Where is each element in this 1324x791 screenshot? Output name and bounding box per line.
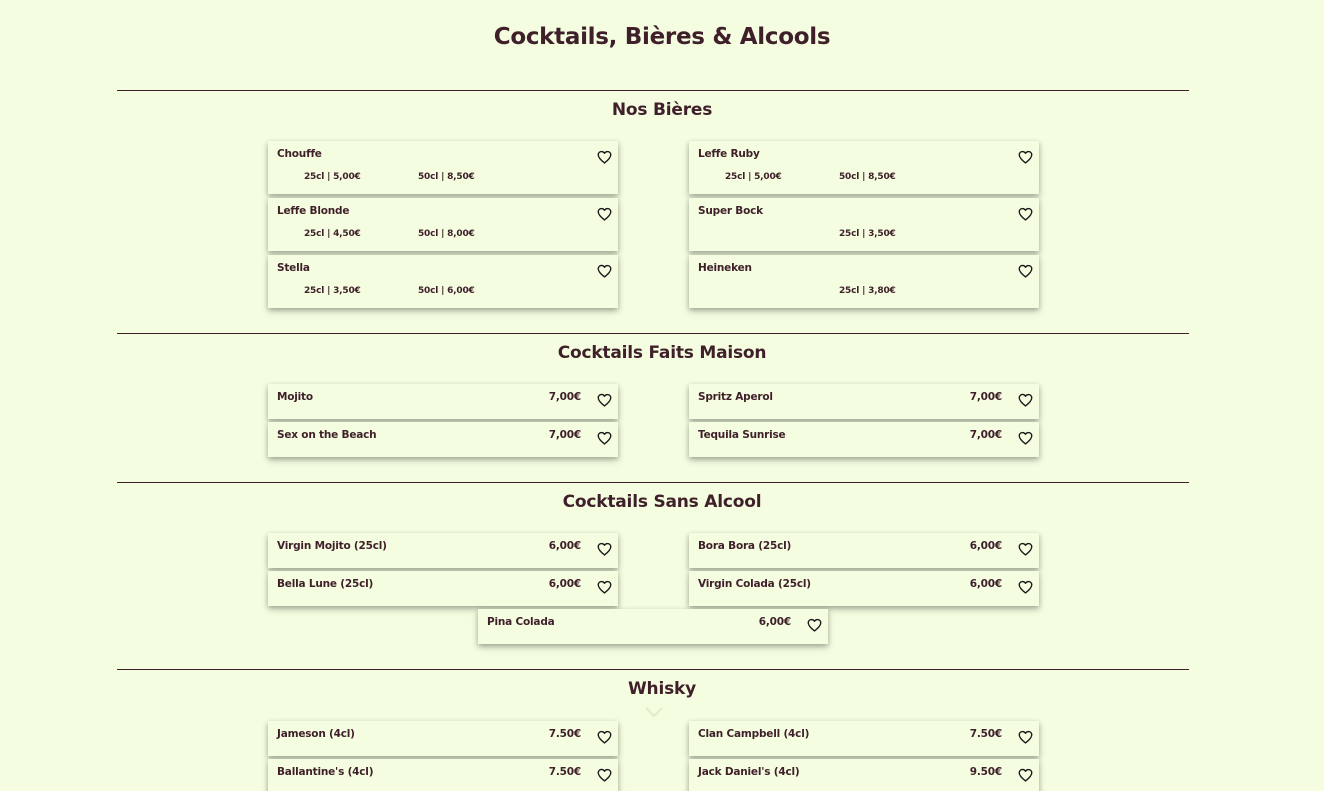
menu-item-card [689,384,1039,419]
item-size-price: 50cl | 8,00€ [418,229,475,239]
menu-item-card [268,255,618,308]
section-title-whisky: Whisky [628,679,696,699]
section-title-beers: Nos Bières [611,100,713,120]
item-name: Spritz Aperol [698,391,773,403]
menu-item-card [689,571,1039,606]
menu-item-card [689,198,1039,251]
section-divider [117,482,1189,483]
item-price: 7,00€ [548,391,581,403]
item-price: 6,00€ [548,578,581,590]
item-name: Leffe Blonde [277,205,350,217]
item-name: Jameson (4cl) [277,728,355,740]
item-name: Virgin Colada (25cl) [698,578,811,590]
item-price: 7,00€ [969,391,1002,403]
menu-item-card [268,533,618,568]
item-size-price: 50cl | 8,50€ [418,172,475,182]
section-divider [117,90,1189,91]
section-divider [117,333,1189,334]
heart-outline-icon[interactable] [597,542,612,556]
item-name: Chouffe [277,148,322,160]
item-size-price: 25cl | 5,00€ [725,172,782,182]
item-name: Clan Campbell (4cl) [698,728,810,740]
heart-outline-icon[interactable] [1018,264,1033,278]
heart-outline-icon[interactable] [1018,393,1033,407]
item-name: Ballantine's (4cl) [277,766,374,778]
heart-outline-icon[interactable] [1018,580,1033,594]
item-name: Bella Lune (25cl) [277,578,374,590]
heart-outline-icon[interactable] [597,150,612,164]
item-price: 6,00€ [758,616,791,628]
heart-outline-icon[interactable] [807,618,822,632]
menu-item-card [478,609,828,644]
item-name: Virgin Mojito (25cl) [277,540,387,552]
section-title-cocktails: Cocktails Faits Maison [557,343,767,363]
heart-outline-icon[interactable] [597,264,612,278]
menu-item-card [268,422,618,457]
menu-item-card [689,759,1039,791]
chevron-down-icon[interactable] [644,704,664,718]
item-name: Mojito [277,391,313,403]
menu-item-card [268,141,618,194]
item-price: 7,00€ [969,429,1002,441]
menu-item-card [268,571,618,606]
item-name: Tequila Sunrise [698,429,786,441]
heart-outline-icon[interactable] [1018,150,1033,164]
menu-item-card [689,721,1039,756]
item-name: Bora Bora (25cl) [698,540,792,552]
item-size-price: 25cl | 5,00€ [304,172,361,182]
heart-outline-icon[interactable] [597,580,612,594]
item-name: Super Bock [698,205,763,217]
menu-item-card [268,721,618,756]
item-name: Sex on the Beach [277,429,377,441]
item-price: 7.50€ [548,766,581,778]
item-price: 6,00€ [969,578,1002,590]
heart-outline-icon[interactable] [1018,768,1033,782]
heart-outline-icon[interactable] [1018,207,1033,221]
page-title: Cocktails, Bières & Alcools [493,24,831,50]
menu-item-card [689,255,1039,308]
item-price: 9.50€ [969,766,1002,778]
item-price: 7,00€ [548,429,581,441]
item-name: Leffe Ruby [698,148,760,160]
heart-outline-icon[interactable] [1018,542,1033,556]
menu-item-card [689,422,1039,457]
menu-item-card [689,141,1039,194]
menu-item-card [689,533,1039,568]
item-size-price: 25cl | 3,80€ [839,286,896,296]
heart-outline-icon[interactable] [597,431,612,445]
item-price: 7.50€ [969,728,1002,740]
menu-item-card [268,384,618,419]
section-divider [117,669,1189,670]
item-size-price: 25cl | 3,50€ [839,229,896,239]
item-price: 6,00€ [969,540,1002,552]
item-size-price: 25cl | 3,50€ [304,286,361,296]
item-price: 7.50€ [548,728,581,740]
item-size-price: 25cl | 4,50€ [304,229,361,239]
heart-outline-icon[interactable] [1018,431,1033,445]
heart-outline-icon[interactable] [597,207,612,221]
item-name: Pina Colada [487,616,555,628]
menu-item-card [268,759,618,791]
heart-outline-icon[interactable] [597,768,612,782]
heart-outline-icon[interactable] [597,730,612,744]
item-price: 6,00€ [548,540,581,552]
item-size-price: 50cl | 6,00€ [418,286,475,296]
item-name: Stella [277,262,310,274]
heart-outline-icon[interactable] [597,393,612,407]
heart-outline-icon[interactable] [1018,730,1033,744]
section-title-mocktails: Cocktails Sans Alcool [562,492,762,512]
menu-item-card [268,198,618,251]
item-name: Jack Daniel's (4cl) [698,766,800,778]
item-size-price: 50cl | 8,50€ [839,172,896,182]
item-name: Heineken [698,262,752,274]
